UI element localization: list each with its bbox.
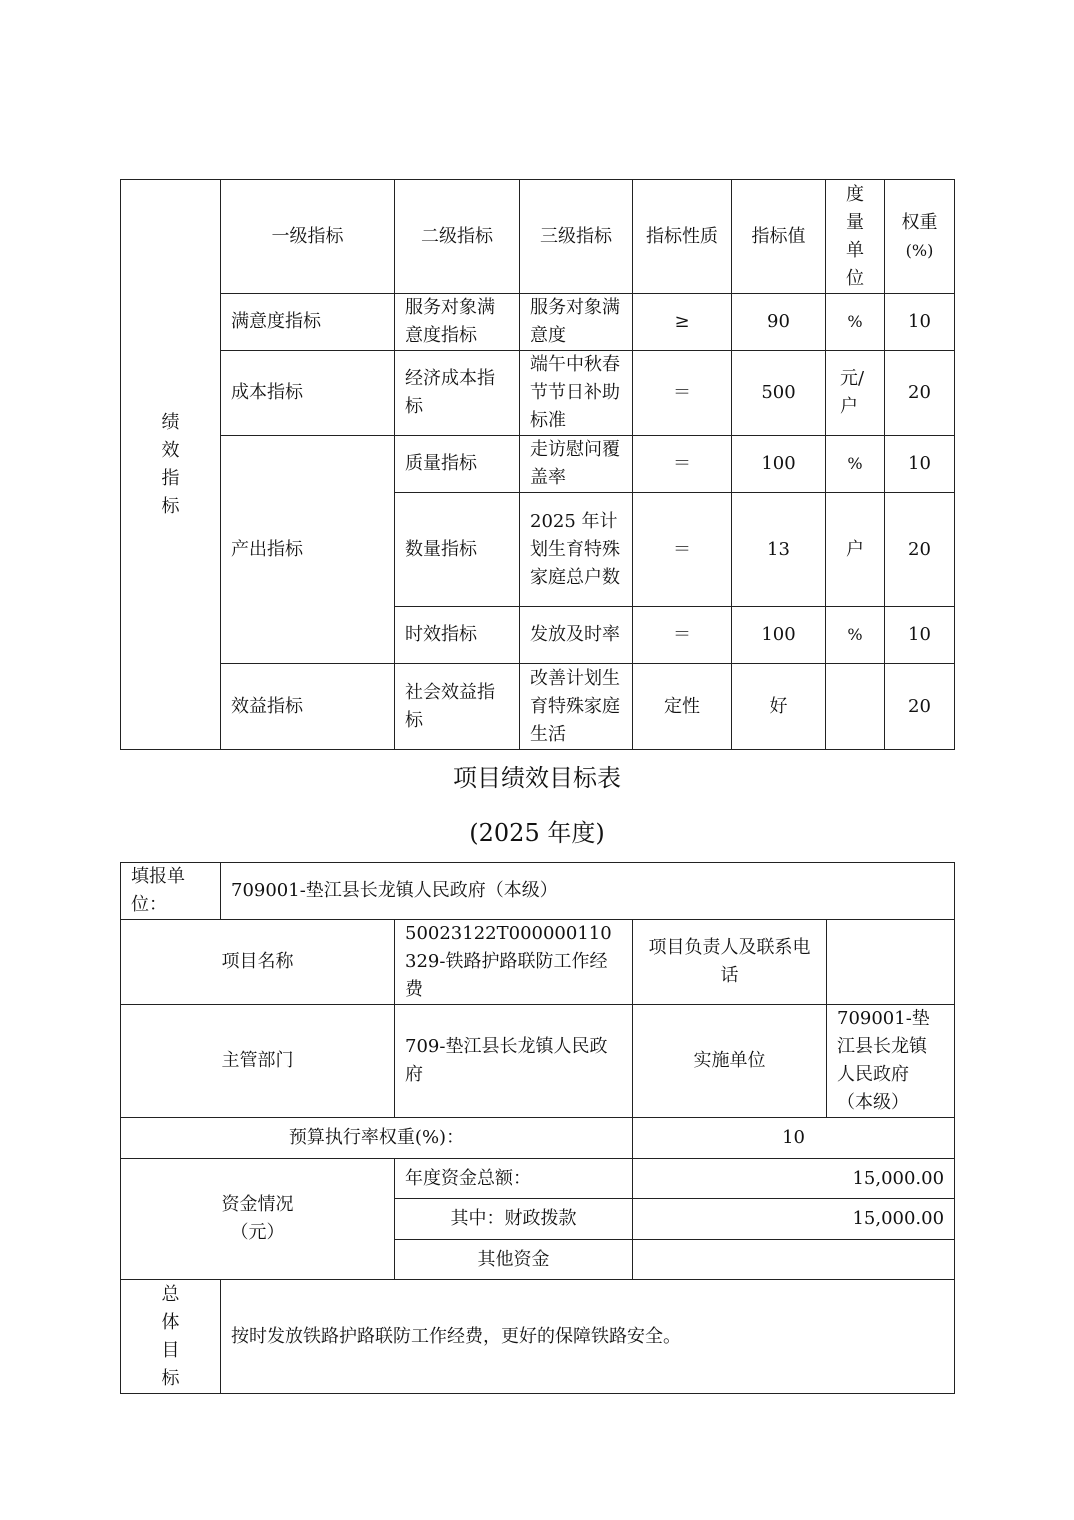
department-row xyxy=(121,1005,955,1118)
project-info-table xyxy=(120,862,955,1394)
page-title: 项目绩效目标表 xyxy=(453,764,621,792)
budget-weight-value: 10 xyxy=(633,1118,955,1159)
budget-weight-label: 预算执行率权重(%)： xyxy=(121,1118,633,1159)
annual-total-value: 15,000.00 xyxy=(633,1159,955,1199)
table-row: 满意度指标 服务对象满意度指标 服务对象满意度 ≥ 90 % 10 xyxy=(121,294,955,351)
fiscal-value: 15,000.00 xyxy=(633,1199,955,1240)
fiscal-label: 其中：财政拨款 xyxy=(395,1199,633,1240)
overall-goal-value: 按时发放铁路护路联防工作经费，更好的保障铁路安全。 xyxy=(221,1280,955,1394)
table-row: 数量指标 2025 年计划生育特殊家庭总户数 ＝ 13 户 20 xyxy=(121,493,955,607)
funds-total-row xyxy=(121,1159,955,1199)
contact-value xyxy=(827,920,955,1005)
header-level3: 三级指标 xyxy=(520,180,633,294)
header-value: 指标值 xyxy=(732,180,826,294)
overall-goal-row xyxy=(121,1280,955,1394)
header-level1: 一级指标 xyxy=(221,180,395,294)
page-subtitle: (2025 年度) xyxy=(469,819,605,847)
table-row: 产出指标 质量指标 走访慰问覆盖率 ＝ 100 % 10 xyxy=(121,436,955,493)
reporting-unit-row xyxy=(121,863,955,920)
dept-value: 709-垫江县长龙镇人民政府 xyxy=(395,1005,633,1118)
overall-goal-label: 总 体 目 标 xyxy=(121,1280,221,1394)
other-funds-label: 其他资金 xyxy=(395,1240,633,1280)
impl-label: 实施单位 xyxy=(633,1005,827,1118)
dept-label: 主管部门 xyxy=(121,1005,395,1118)
header-nature: 指标性质 xyxy=(633,180,732,294)
performance-indicator-table xyxy=(120,179,955,750)
project-name-value: 50023122T000000110329-铁路护路联防工作经费 xyxy=(395,920,633,1005)
table-row: 成本指标 经济成本指标 端午中秋春节节日补助标准 ＝ 500 元/户 20 xyxy=(121,351,955,436)
performance-side-label: 绩 效 指 标 xyxy=(121,180,221,750)
other-funds-value xyxy=(633,1240,955,1280)
table-row: 效益指标 社会效益指标 改善计划生育特殊家庭生活 定性 好 20 xyxy=(121,664,955,750)
table-row: 时效指标 发放及时率 ＝ 100 % 10 xyxy=(121,607,955,664)
header-weight: 权重 (%) xyxy=(885,180,955,294)
table-header-row xyxy=(121,180,955,294)
budget-weight-row xyxy=(121,1118,955,1159)
impl-value: 709001-垫江县长龙镇人民政府（本级） xyxy=(827,1005,955,1118)
header-unit: 度 量 单 位 xyxy=(826,180,885,294)
contact-label: 项目负责人及联系电话 xyxy=(633,920,827,1005)
annual-total-label: 年度资金总额： xyxy=(395,1159,633,1199)
funds-label: 资金情况 （元） xyxy=(121,1159,395,1280)
reporting-unit-label: 填报单位： xyxy=(121,863,221,920)
project-name-label: 项目名称 xyxy=(121,920,395,1005)
header-level2: 二级指标 xyxy=(395,180,520,294)
project-name-row xyxy=(121,920,955,1005)
reporting-unit-value: 709001-垫江县长龙镇人民政府（本级） xyxy=(221,863,955,920)
